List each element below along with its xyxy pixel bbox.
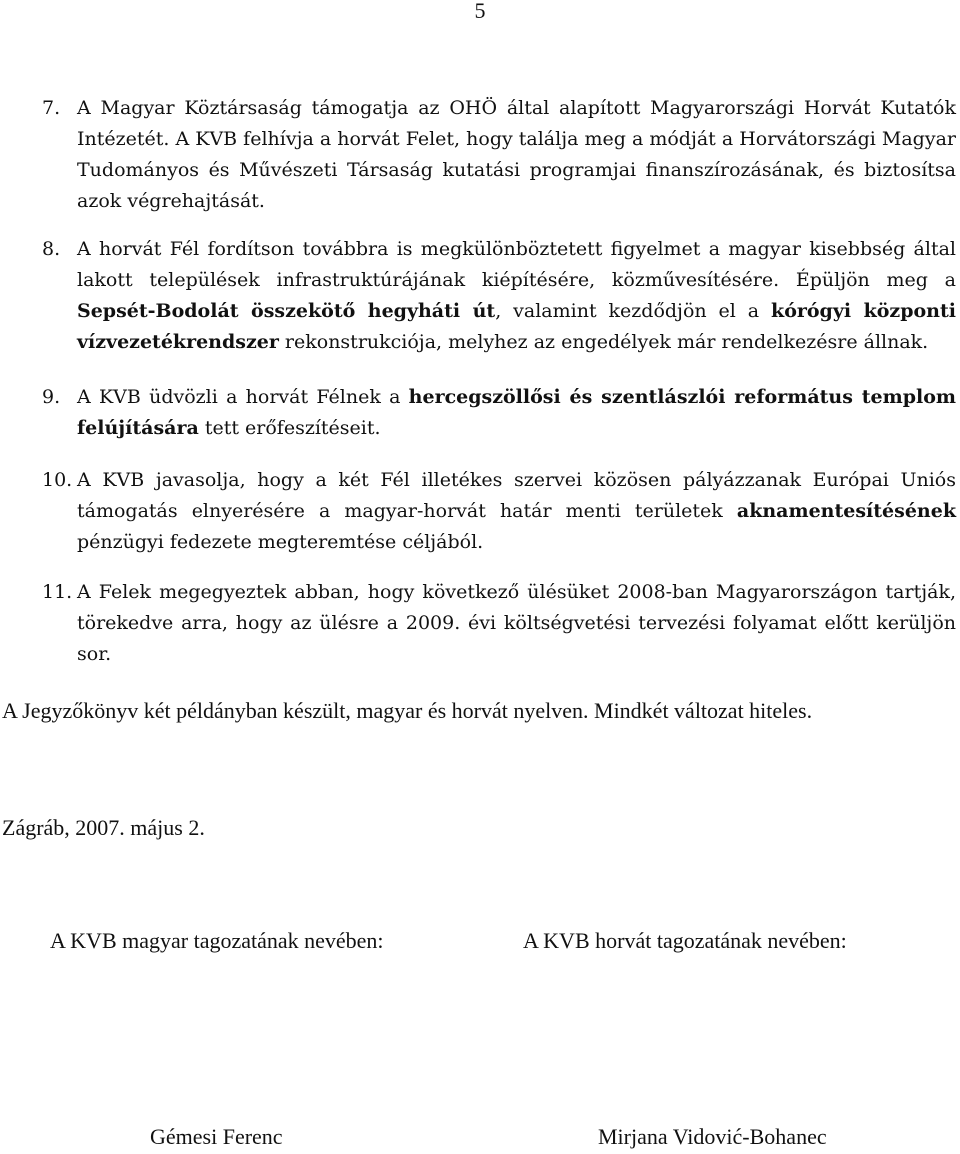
list-item-11 <box>42 577 956 670</box>
item-text <box>77 93 956 217</box>
text-segment: A Magyar Köztársaság támogatja az OHÖ által alapított Magyarországi Horvát Kutatók Intézetét. A KVB felhívja a horvát Felet, hogy találja meg a módját a Horvátországi Magyar Tudományos és Művészeti Társaság kutatási programjai finanszírozásának, és biztosítsa azok végrehajtását. <box>77 97 956 212</box>
list-item-10 <box>42 465 956 558</box>
closing-statement: A Jegyzőkönyv két példányban készült, magyar és horvát nyelven. Mindkét változat hiteles. <box>2 698 813 723</box>
page-number: 5 <box>474 0 486 23</box>
text-segment: A KVB javasolja, hogy a két Fél illetékes szervei közösen pályázzanak Európai Uniós támogatás elnyerésére a magyar-horvát határ menti területek <box>77 469 956 522</box>
item-number: 10. <box>42 469 73 491</box>
emphasized-text: kórógyi központi vízvezetékrendszer <box>77 300 956 353</box>
item-text <box>77 465 956 558</box>
item-number: 9. <box>42 386 61 408</box>
list-item-8 <box>42 234 956 358</box>
text-segment: , valamint kezdődjön el a <box>495 300 772 322</box>
text-segment: A Felek megegyeztek abban, hogy következő ülésüket 2008-ban Magyarországon tartják, törekedve arra, hogy az ülésre a 2009. évi költségvetési tervezési folyamat előtt kerüljön sor. <box>77 581 956 665</box>
item-text <box>77 577 956 670</box>
list-item-7 <box>42 93 956 217</box>
text-segment: pénzügyi fedezete megteremtése céljából. <box>77 531 484 553</box>
emphasized-text: aknamentesítésének <box>736 500 956 522</box>
text-segment: rekonstrukciója, melyhez az engedélyek már rendelkezésre állnak. <box>278 331 929 353</box>
item-number: 7. <box>42 97 61 119</box>
item-number: 8. <box>42 238 61 260</box>
emphasized-text: Sepsét-Bodolát összekötő hegyháti út <box>77 300 496 322</box>
place-date: Zágráb, 2007. május 2. <box>2 815 205 840</box>
text-segment: A KVB üdvözli a horvát Félnek a <box>77 386 409 408</box>
text-segment: tett erőfeszítéseit. <box>198 417 381 439</box>
item-number: 11. <box>42 581 73 603</box>
text-segment: A horvát Fél fordítson továbbra is megkülönböztetett figyelmet a magyar kisebbség által lakott települések infrastruktúrájának kiépítésére, közművesítésére. Épüljön meg a <box>77 238 956 291</box>
list-item-9 <box>42 382 956 444</box>
emphasized-text: hercegszöllősi és szentlászlói református templom felújítására <box>77 386 956 439</box>
item-text <box>77 382 956 444</box>
signatory-name-right: Mirjana Vidović-Bohanec <box>598 1124 827 1149</box>
item-text <box>77 234 956 358</box>
signature-heading-right: A KVB horvát tagozatának nevében: <box>523 928 847 953</box>
signatory-name-left: Gémesi Ferenc <box>150 1124 283 1149</box>
signature-heading-left: A KVB magyar tagozatának nevében: <box>50 928 384 953</box>
